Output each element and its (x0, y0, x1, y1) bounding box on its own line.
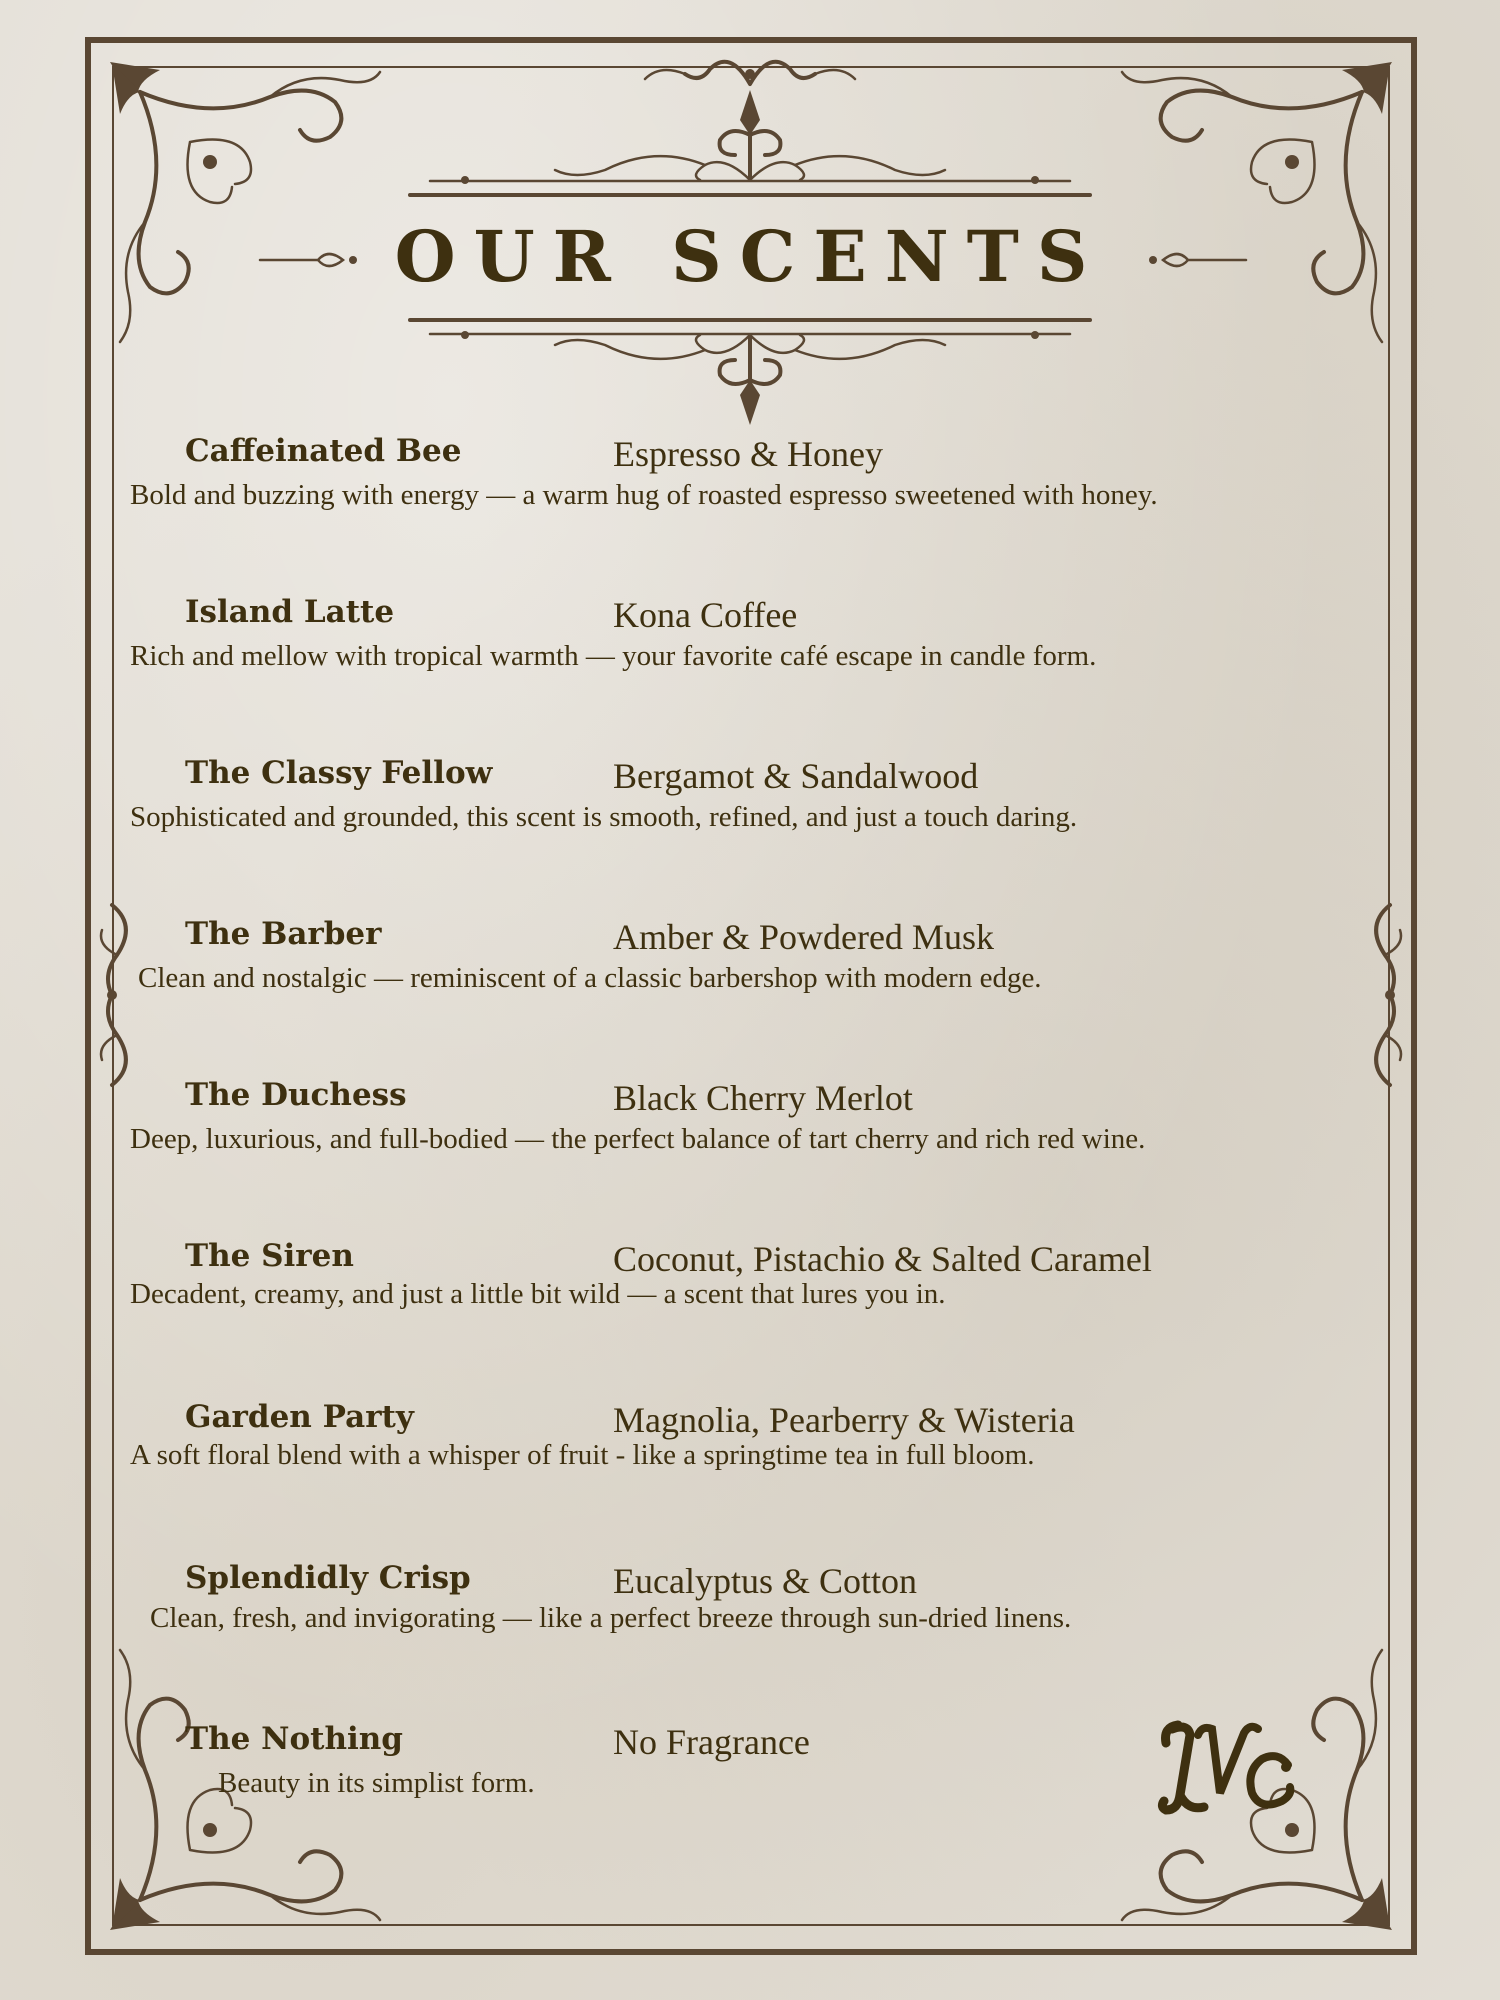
page-title: OUR SCENTS (394, 215, 1106, 298)
scent-name: The Siren (185, 1238, 354, 1274)
scent-notes: Eucalyptus & Cotton (613, 1561, 917, 1601)
scent-description: Clean and nostalgic — reminiscent of a classic barbershop with modern edge. (138, 962, 1042, 994)
scent-description: A soft floral blend with a whisper of fruit - like a springtime tea in full bloom. (130, 1439, 1035, 1471)
scent-entry (0, 1077, 1500, 1187)
scent-name: Splendidly Crisp (185, 1560, 471, 1596)
scent-name: The Duchess (185, 1077, 407, 1113)
scent-notes: Magnolia, Pearberry & Wisteria (613, 1400, 1075, 1440)
scent-description: Clean, fresh, and invigorating — like a perfect breeze through sun-dried linens. (150, 1602, 1072, 1634)
scent-name: The Classy Fellow (185, 755, 493, 791)
scent-name: Caffeinated Bee (185, 433, 462, 469)
scent-description: Bold and buzzing with energy — a warm hug of roasted espresso sweetened with honey. (130, 479, 1158, 511)
scent-notes: Kona Coffee (613, 595, 798, 635)
scent-entry (0, 594, 1500, 704)
scent-notes: Espresso & Honey (613, 434, 883, 474)
scent-entry (0, 755, 1500, 865)
corner-flourish-top-right (1072, 52, 1402, 372)
scent-entry (0, 916, 1500, 1026)
scent-entry (0, 1238, 1500, 1348)
scent-notes: Bergamot & Sandalwood (613, 756, 979, 796)
scent-name: Island Latte (185, 594, 395, 630)
scent-name: The Barber (185, 916, 382, 952)
corner-flourish-top-left (100, 52, 430, 372)
scent-description: Rich and mellow with tropical warmth — your favorite café escape in candle form. (130, 640, 1097, 672)
scent-description: Sophisticated and grounded, this scent is smooth, refined, and just a touch daring. (130, 801, 1078, 833)
title-ornament-top (405, 85, 1095, 200)
scent-entry (0, 433, 1500, 543)
scent-name: The Nothing (185, 1721, 403, 1757)
scent-description: Decadent, creamy, and just a little bit wild — a scent that lures you in. (130, 1278, 946, 1310)
brand-monogram-logo (1158, 1715, 1298, 1825)
scent-description: Deep, luxurious, and full-bodied — the perfect balance of tart cherry and rich red wine. (130, 1123, 1146, 1155)
scent-description: Beauty in its simplist form. (218, 1767, 535, 1799)
title-ornament-bottom (405, 315, 1095, 430)
scent-entry (0, 1399, 1500, 1509)
scent-notes: Amber & Powdered Musk (613, 917, 994, 957)
scent-notes: No Fragrance (613, 1722, 810, 1762)
scent-notes: Coconut, Pistachio & Salted Caramel (613, 1239, 1152, 1279)
scent-name: Garden Party (185, 1399, 414, 1435)
scent-notes: Black Cherry Merlot (613, 1078, 913, 1118)
scent-entry (0, 1560, 1500, 1670)
